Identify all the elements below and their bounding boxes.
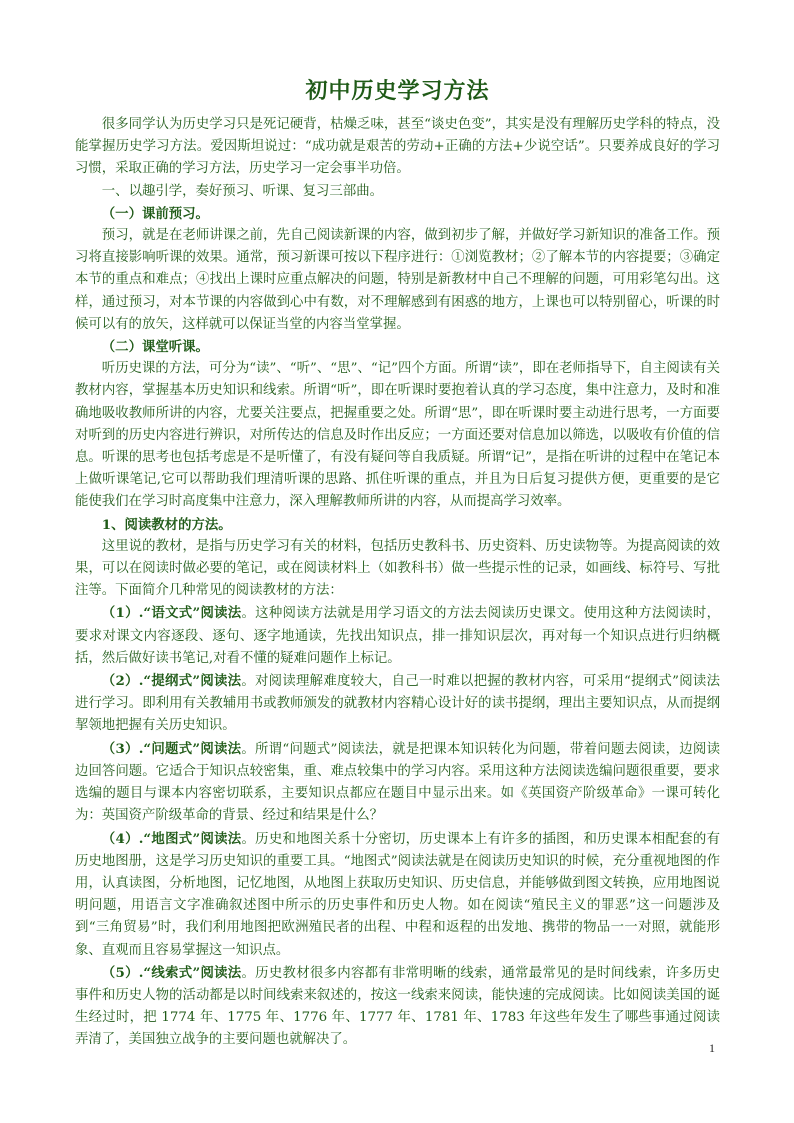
page-number: 1 [709, 1041, 715, 1055]
document-page [75, 76, 720, 1052]
reading-paragraph: 这里说的教材，是指与历史学习有关的材料，包括历史教科书、历史资料、历史读物等。为提高阅读的效果，可以在阅读时做必要的笔记，或在阅读材料上（如教科书）做一些提示性的记录，如画线、标符号、写批注等。下面简介几种常见的阅读教材的方法： [75, 538, 720, 599]
preview-paragraph: 预习，就是在老师讲课之前，先自己阅读新课的内容，做到初步了解，并做好学习新知识的准备工作。预习将直接影响听课的效果。通常，预习新课可按以下程序进行：①浏览教材；②了解本节的内容提要；③确定本节的重点和难点；④找出上课时应重点解决的问题，特别是新教材中自己不理解的问题，可用彩笔勾出。这样，通过预习，对本节课的内容做到心中有数，对不理解感到有困惑的地方，上课也可以特别留心，听课的时候可以有的放矢，这样就可以保证当堂的内容当堂掌握。 [75, 228, 720, 332]
method-2-paragraph [75, 670, 720, 738]
heading-reading: 1、阅读教材的方法。 [101, 516, 232, 533]
method-5-paragraph [75, 962, 720, 1052]
method-3-label: （3）.“问题式”阅读法 [101, 740, 242, 757]
method-5-text: 。历史教材很多内容都有非常明晰的线索，通常最常见的是时间线索，许多历史事件和历史人物的活动都是以时间线索来叙述的，按这一线索来阅读，能快速的完成阅读。比如阅读美国的诞生经过时，把 1774 年、1775 年、1776 年、1777 年、1781 年、1783 年这些年发生了哪些事通过阅读弄清了，美国独立战争的主要问题也就解决了。 [75, 965, 721, 1048]
method-2-text: 。对阅读理解难度较大，自己一时难以把握的教材内容，可采用“提纲式”阅读法进行学习。即利用有关教辅用书或教师颁发的就教材内容精心设计好的读书提纲，理出主要知识点，从而提纲挈领地把握有关历史知识。 [75, 674, 720, 734]
document-title: 初中历史学习方法 [305, 78, 490, 104]
method-4-label: （4）.“地图式”阅读法 [101, 830, 242, 847]
class-paragraph: 听历史课的方法，可分为“读”、“听”、“思”、“记”四个方面。所谓“读”，即在老师指导下，自主阅读有关教材内容，掌握基本历史知识和线索。所谓“听”，即在听课时要抱着认真的学习态度，集中注意力，及时和准确地吸收教师所讲的内容，尤要关注要点，把握重要之处。所谓“思”，即在听课时要主动进行思考，一方面要对听到的历史内容进行辨识，对所传达的信息及时作出反应；一方面还要对信息加以筛选，以吸收有价值的信息。听课的思考也包括考虑是不是听懂了，有没有疑问等自我质疑。所谓“记”，是指在听讲的过程中在笔记本上做听课笔记,它可以帮助我们理清听课的思路、抓住听课的重点，并且为日后复习提供方便，更重要的是它能使我们在学习时高度集中注意力，深入理解教师所讲的内容，从而提高学习效率。 [75, 361, 720, 510]
method-5-label: （5）.“线索式”阅读法 [101, 964, 242, 981]
method-1-label: （1）.“语文式”阅读法 [101, 605, 242, 622]
heading-class: （二）课堂听课。 [101, 339, 209, 356]
heading-preview: （一）课前预习。 [101, 205, 209, 222]
intro-paragraph: 很多同学认为历史学习只是死记硬背，枯燥乏味，甚至“谈史色变”，其实是没有理解历史学科的特点，没能掌握历史学习方法。爱因斯坦说过：“成功就是艰苦的劳动+正确的方法+少说空话”。只要养成良好的学习习惯，采取正确的学习方法，历史学习一定会事半功倍。 [75, 117, 720, 177]
method-1-text: 。这种阅读方法就是用学习语文的方法去阅读历史课文。使用这种方法阅读时，要求对课文内容逐段、逐句、逐字地通读，先找出知识点，排一排知识层次，再对每一个知识点进行归纳概括，然后做好读书笔记,对看不懂的疑难问题作上标记。 [75, 606, 721, 666]
method-2-label: （2）.“提纲式”阅读法 [101, 673, 242, 690]
section-heading-1: 一、以趣引学，奏好预习、听课、复习三部曲。 [101, 183, 383, 199]
method-4-paragraph [75, 828, 720, 962]
method-4-text: 。历史和地图关系十分密切，历史课本上有许多的插图，和历史课本相配套的有历史地图册，这是学习历史知识的重要工具。“地图式”阅读法就是在阅读历史知识的时候，充分重视地图的作用，认真读图，分析地图，记忆地图，从地图上获取历史知识、历史信息，并能够做到图文转换，应用地图说明问题，用语言文字准确叙述图中所示的历史事件和历史人物。如在阅读“殖民主义的罪恶”这一问题涉及到“三角贸易”时，我们利用地图把欧洲殖民者的出程、中程和返程的出发地、携带的物品一一对照，就能形象、直观而且容易掌握这一知识点。 [75, 831, 721, 958]
method-1-paragraph [75, 602, 720, 670]
method-3-text: 。所谓“问题式”阅读法，就是把课本知识转化为问题，带着问题去阅读，边阅读边回答问题。它适合于知识点较密集，重、难点较集中的学习内容。采用这种方法阅读选编问题很重要，要求选编的题目与课本内容密切联系，主要知识点都应在题目中显示出来。如《英国资产阶级革命》一课可转化为：英国资产阶级革命的背景、经过和结果是什么？ [75, 741, 720, 824]
method-3-paragraph [75, 738, 720, 828]
